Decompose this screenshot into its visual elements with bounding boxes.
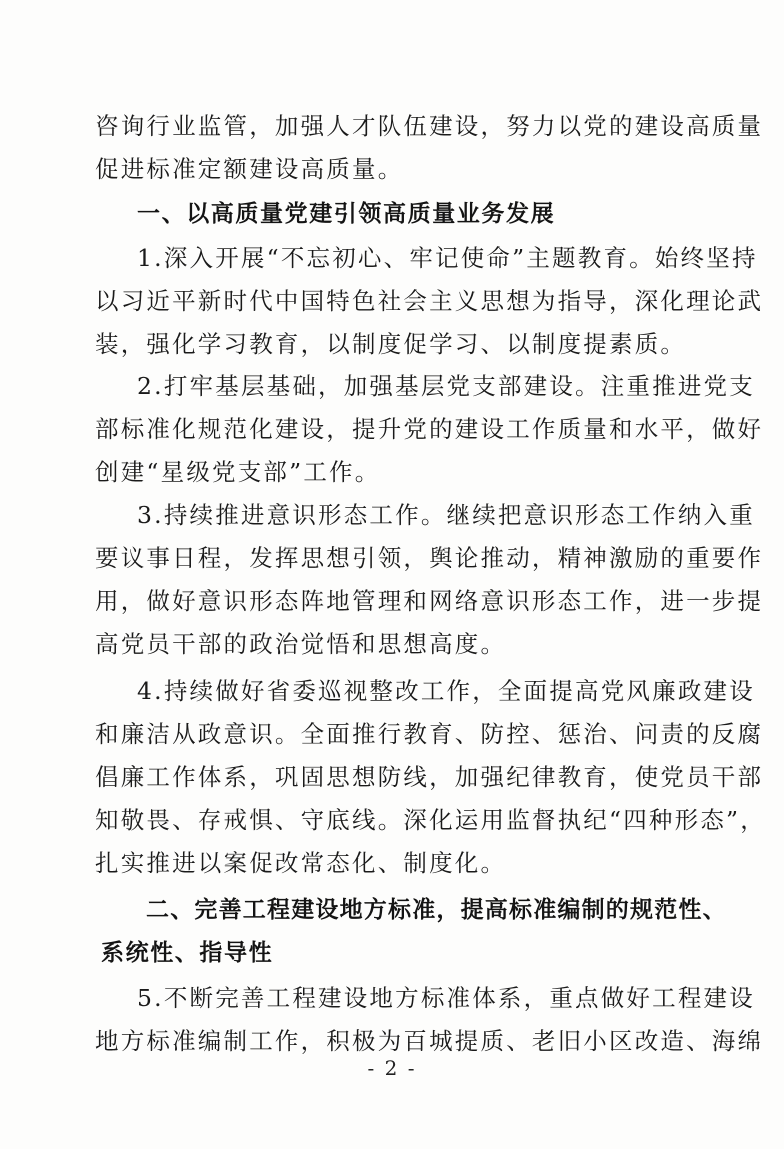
- item-4-line: 扎实推进以案促改常态化、制度化。: [95, 849, 507, 877]
- item-1-line: 装，强化学习教育，以制度促学习、以制度提素质。: [95, 330, 687, 358]
- item-3-line: 用，做好意识形态阵地管理和网络意识形态工作，进一步提: [95, 587, 764, 615]
- item-3-line: 高党员干部的政治觉悟和思想高度。: [95, 630, 507, 658]
- item-4-line: 倡廉工作体系，巩固思想防线，加强纪律教育，使党员干部: [95, 763, 764, 791]
- item-5-line: 5.不断完善工程建设地方标准体系，重点做好工程建设: [137, 984, 755, 1012]
- section-heading-2: 系统性、指导性: [101, 940, 274, 966]
- body-line: 咨询行业监管，加强人才队伍建设，努力以党的建设高质量: [95, 112, 764, 140]
- item-5-line: 地方标准编制工作，积极为百城提质、老旧小区改造、海绵: [95, 1027, 764, 1055]
- section-heading-1: 一、以高质量党建引领高质量业务发展: [137, 201, 556, 227]
- body-line: 促进标准定额建设高质量。: [95, 155, 404, 183]
- item-1-line: 以习近平新时代中国特色社会主义思想为指导，深化理论武: [95, 287, 764, 315]
- section-heading-2: 二、完善工程建设地方标准，提高标准编制的规范性、: [146, 897, 727, 923]
- item-1-line: 1.深入开展“不忘初心、牢记使命”主题教育。始终坚持: [137, 244, 758, 272]
- item-2-line: 部标准化规范化建设，提升党的建设工作质量和水平，做好: [95, 415, 764, 443]
- item-3-line: 3.持续推进意识形态工作。继续把意识形态工作纳入重: [137, 501, 755, 529]
- item-2-line: 创建“星级党支部”工作。: [95, 458, 381, 486]
- item-4-line: 4.持续做好省委巡视整改工作，全面提高党风廉政建设: [137, 677, 755, 705]
- item-3-line: 要议事日程，发挥思想引领，舆论推动，精神激励的重要作: [95, 544, 764, 572]
- item-4-line: 和廉洁从政意识。全面推行教育、防控、惩治、问责的反腐: [95, 720, 764, 748]
- item-4-line: 知敬畏、存戒惧、守底线。深化运用监督执纪“四种形态”，: [95, 806, 766, 834]
- page-number: - 2 -: [367, 1056, 417, 1080]
- item-2-line: 2.打牢基层基础，加强基层党支部建设。注重推进党支: [137, 372, 755, 400]
